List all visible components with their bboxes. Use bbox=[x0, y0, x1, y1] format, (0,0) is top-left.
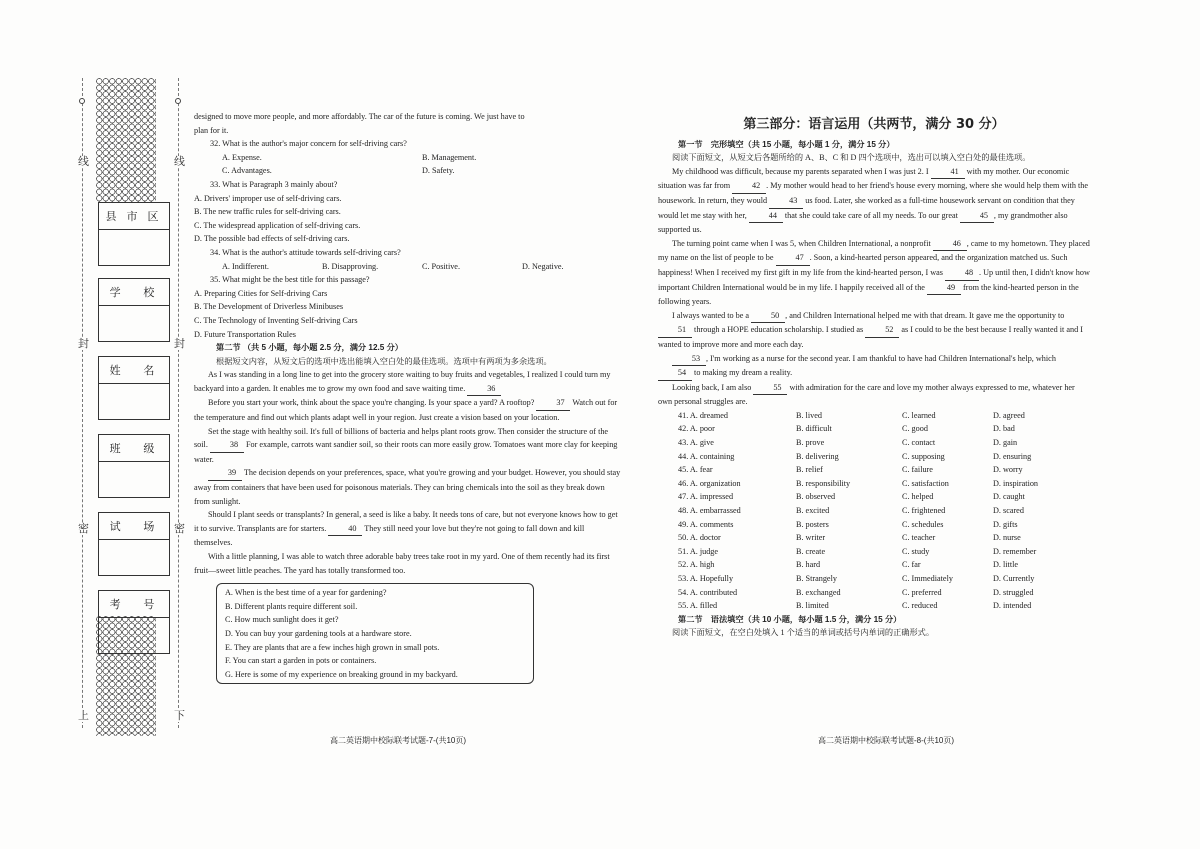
passage-text: , came to my hometown. They placed my name on the list of people to be bbox=[658, 238, 1090, 263]
option: C. The Technology of Inventing Self-driving Cars bbox=[194, 315, 358, 325]
info-box-school: 学 校 bbox=[98, 278, 170, 342]
hole-mark bbox=[175, 98, 181, 104]
answer-blank: 53 bbox=[672, 352, 706, 367]
choice-option: 48. A. embarrassed bbox=[678, 506, 741, 516]
passage-text: , and Children International helped me with that dream. It gave me the opportunity to bbox=[785, 310, 1065, 320]
choice-option: 44. A. containing bbox=[678, 451, 735, 461]
choice-option: D. intended bbox=[993, 601, 1032, 611]
option: B. Management. bbox=[422, 152, 477, 162]
choice-option: C. teacher bbox=[902, 533, 936, 543]
answer-blank: 44 bbox=[749, 209, 783, 224]
choice-option: B. relief bbox=[796, 465, 823, 475]
seal-mark: 上 bbox=[78, 710, 89, 722]
section-instruction: 阅读下面短文，在空白处填入 1 个适当的单词或括号内单词的正确形式。 bbox=[672, 628, 935, 638]
info-box-room: 试 场 bbox=[98, 512, 170, 576]
passage-text: With a little planning, I was able to watch three adorable baby trees take root in my yard. One of them recently had its first fruit—sweet little peaches. The yard has totally transformed too. bbox=[194, 552, 610, 575]
option: D. Safety. bbox=[422, 166, 455, 176]
passage-text: The decision depends on your preferences, space, what you're growing and your budget. However, you should stay away from containers that have been used for poisonous materials. They can bring chemicals into the soil as they break down from sunlight. bbox=[194, 468, 621, 506]
answer-blank: 47 bbox=[776, 251, 810, 266]
choice-option: 42. A. poor bbox=[678, 424, 715, 434]
cloze-paragraph bbox=[658, 381, 1090, 409]
option: B. The Development of Driverless Minibuses bbox=[194, 302, 344, 312]
seal-mark: 密 bbox=[174, 523, 185, 535]
choice-option: D. worry bbox=[993, 465, 1023, 475]
answer-blank: 37 bbox=[536, 396, 570, 411]
choice-option: B. exchanged bbox=[796, 587, 841, 597]
choice-option: 53. A. Hopefully bbox=[678, 574, 734, 583]
passage-paragraph bbox=[194, 466, 622, 508]
cut-line-right bbox=[178, 78, 179, 728]
choice-option: D. nurse bbox=[993, 533, 1021, 543]
choice-option: B. posters bbox=[796, 519, 829, 529]
choice-option: D. bad bbox=[993, 424, 1015, 434]
passage-paragraph bbox=[194, 425, 622, 467]
cut-line-left bbox=[82, 78, 83, 728]
choice-option: 45. A. fear bbox=[678, 465, 713, 475]
choice-option: C. helped bbox=[902, 492, 934, 502]
passage-text: My childhood was difficult, because my parents separated when I was just 2. I bbox=[672, 166, 931, 176]
answer-blank: 39 bbox=[208, 466, 242, 481]
passage-text: as I could to be the best because I really wanted it and I wanted to improve more and more each day. bbox=[658, 325, 1083, 349]
choice-option: B. observed bbox=[796, 492, 836, 502]
info-box-class: 班 级 bbox=[98, 434, 170, 498]
box-option: B. Different plants require different soil. bbox=[225, 601, 358, 611]
passage-text: . Up until then, I didn't know how important Children International would be in my life. I happily received all of the bbox=[658, 267, 1090, 292]
page-footer: 高二英语期中校际联考试题-8-(共10页) bbox=[818, 736, 955, 745]
option: C. Positive. bbox=[422, 261, 460, 271]
choice-option: 46. A. organization bbox=[678, 478, 741, 488]
choice-option: B. lived bbox=[796, 410, 822, 420]
page-footer: 高二英语期中校际联考试题-7-(共10页) bbox=[330, 736, 467, 745]
right-column bbox=[658, 118, 1090, 640]
box-option: F. You can start a garden in pots or containers. bbox=[225, 656, 377, 666]
left-column bbox=[194, 110, 622, 684]
cloze-paragraph bbox=[658, 309, 1090, 352]
choice-option: C. learned bbox=[902, 410, 936, 420]
choice-option: D. scared bbox=[993, 506, 1024, 516]
choice-option: B. delivering bbox=[796, 451, 839, 461]
intro-line: plan for it. bbox=[194, 125, 229, 135]
passage-text: , my grandmother also supported us. bbox=[658, 210, 1068, 235]
seal-mark: 线 bbox=[78, 156, 89, 168]
passage-paragraph bbox=[194, 550, 622, 577]
section-instruction: 阅读下面短文，从短文后各题所给的 A、B、C 和 D 四个选项中，选出可以填入空白处的最佳选项。 bbox=[672, 153, 1031, 163]
option-row bbox=[222, 151, 622, 165]
answer-blank: 45 bbox=[960, 209, 994, 224]
option: A. Indifferent. bbox=[222, 261, 269, 271]
answer-blank: 48 bbox=[945, 266, 979, 281]
answer-blank: 55 bbox=[753, 381, 787, 396]
passage-text: They still need your love but they're not going to fall down and kill themselves. bbox=[194, 523, 585, 548]
question-stem: 34. What is the author's attitude towards self-driving cars? bbox=[210, 247, 401, 257]
answer-blank: 49 bbox=[927, 281, 961, 296]
answer-blank: 51 bbox=[658, 323, 692, 338]
choice-option: C. contact bbox=[902, 438, 936, 448]
choice-option: D. caught bbox=[993, 492, 1025, 502]
option: B. Disapproving. bbox=[322, 261, 379, 271]
option: C. Advantages. bbox=[222, 166, 272, 176]
option-row bbox=[222, 260, 622, 274]
section-heading: 第一节 完形填空（共 15 小题，每小题 1 分，满分 15 分） bbox=[678, 139, 895, 149]
choice-option: 41. A. dreamed bbox=[678, 410, 729, 420]
box-option: D. You can buy your gardening tools at a hardware store. bbox=[225, 628, 412, 638]
choice-option: B. Strangely bbox=[796, 574, 837, 583]
choice-option: 52. A. high bbox=[678, 560, 715, 570]
option: D. Negative. bbox=[522, 261, 564, 271]
option: D. The possible bad effects of self-driving cars. bbox=[194, 234, 350, 244]
choice-option: D. Currently bbox=[993, 574, 1035, 583]
passage-paragraph bbox=[194, 396, 622, 424]
hole-mark bbox=[79, 98, 85, 104]
info-box-name: 姓 名 bbox=[98, 356, 170, 420]
info-box-district: 县市区 bbox=[98, 202, 170, 266]
answer-blank: 50 bbox=[751, 309, 785, 324]
seal-mark: 封 bbox=[174, 338, 185, 350]
choice-option: B. hard bbox=[796, 560, 821, 570]
choice-option: 49. A. comments bbox=[678, 519, 734, 529]
choice-option: 54. A. contributed bbox=[678, 587, 738, 597]
passage-text: Should I plant seeds or transplants? In general, a seed is like a baby. It needs tons of care, but not everyone knows how to get it to survive. Transplants are for starters. bbox=[194, 510, 618, 533]
passage-text: I always wanted to be a bbox=[672, 310, 752, 320]
choice-option: B. limited bbox=[796, 601, 829, 611]
answer-blank: 40 bbox=[328, 522, 362, 537]
seal-mark: 封 bbox=[78, 338, 89, 350]
question-stem: 33. What is Paragraph 3 mainly about? bbox=[210, 179, 338, 189]
option: B. The new traffic rules for self-driving cars. bbox=[194, 207, 341, 217]
option: A. Preparing Cities for Self-driving Cars bbox=[194, 288, 328, 298]
passage-text: us food. Later, she worked as a full-time housework servant on condition that they would let me stay with her, bbox=[658, 195, 1075, 220]
answer-blank: 43 bbox=[769, 194, 803, 209]
section-heading: 第二节 语法填空（共 10 小题，每小题 1.5 分，满分 15 分） bbox=[678, 614, 902, 624]
passage-text: to making my dream a reality. bbox=[692, 368, 793, 378]
choice-option: B. responsibility bbox=[796, 478, 851, 488]
passage-text: Watch out for the temperature and find out which plants adapt well in your region. Just create a vision based on your location. bbox=[194, 398, 618, 423]
intro-line: designed to move more people, and more affordably. The car of the future is coming. We just have to bbox=[194, 112, 525, 121]
choice-grid bbox=[678, 409, 1090, 613]
section-instruction: 根据短文内容，从短文后的选项中选出能填入空白处的最佳选项。选项中有两项为多余选项。 bbox=[216, 356, 552, 366]
box-option: G. Here is some of my experience on breaking ground in my backyard. bbox=[225, 669, 458, 679]
choice-option: C. reduced bbox=[902, 601, 938, 611]
choice-option: D. ensuring bbox=[993, 451, 1032, 461]
choice-option: B. prove bbox=[796, 438, 825, 448]
seal-mark: 密 bbox=[78, 523, 89, 535]
seal-mark: 线 bbox=[174, 156, 185, 168]
choice-option: C. supposing bbox=[902, 451, 945, 461]
choice-option: B. difficult bbox=[796, 424, 832, 434]
info-box-number: 考 号 bbox=[98, 590, 170, 654]
dot-grid-top bbox=[96, 78, 156, 202]
choice-option: 50. A. doctor bbox=[678, 533, 721, 543]
passage-text: , I'm working as a nurse for the second year. I am thankful to have had Children International's help, which bbox=[706, 353, 1056, 363]
answer-blank: 46 bbox=[933, 237, 967, 252]
cloze-paragraph bbox=[658, 237, 1090, 309]
passage-paragraph bbox=[194, 508, 622, 550]
options-box bbox=[216, 583, 534, 684]
passage-text: As I was standing in a long line to get into the grocery store waiting to buy fruits and vegetables, I realized I could turn my backyard into a garden. It enables me to grow my own food and save waiting time. bbox=[194, 370, 611, 393]
choice-option: D. gifts bbox=[993, 519, 1018, 529]
choice-option: B. excited bbox=[796, 506, 830, 516]
part-title: 第三部分：语言运用（共两节，满分 30 分） bbox=[743, 117, 1005, 132]
answer-blank: 54 bbox=[658, 366, 692, 381]
option: D. Future Transportation Rules bbox=[194, 329, 296, 339]
passage-text: Before you start your work, think about the space you're changing. Is your space a yard? A rooftop? bbox=[208, 398, 535, 408]
passage-text: The turning point came when I was 5, when Children International, a nonprofit bbox=[672, 238, 933, 248]
option: C. The widespread application of self-driving cars. bbox=[194, 220, 361, 230]
section-heading: 第二节 （共 5 小题，每小题 2.5 分，满分 12.5 分） bbox=[216, 343, 403, 353]
passage-text: Looking back, I am also bbox=[672, 382, 754, 392]
answer-blank: 52 bbox=[865, 323, 899, 338]
box-option: C. How much sunlight does it get? bbox=[225, 615, 339, 625]
choice-option: C. satisfaction bbox=[902, 478, 949, 488]
passage-text: with admiration for the care and love my mother always expressed to me, whatever her own personal struggles are. bbox=[658, 382, 1075, 407]
choice-option: C. study bbox=[902, 546, 930, 556]
choice-option: C. preferred bbox=[902, 587, 942, 597]
answer-blank: 42 bbox=[732, 179, 766, 194]
choice-option: 55. A. filled bbox=[678, 601, 718, 611]
passage-text: . My mother would head to her friend's house every morning, where she would help them with the housework. In return, they would bbox=[658, 181, 1088, 205]
passage-text: that she could take care of all my needs. To our great bbox=[782, 210, 960, 220]
passage-paragraph bbox=[194, 368, 622, 396]
choice-option: C. far bbox=[902, 560, 921, 570]
option: A. Expense. bbox=[222, 152, 262, 162]
question-stem: 32. What is the author's major concern for self-driving cars? bbox=[210, 139, 407, 149]
cloze-passage bbox=[658, 165, 1090, 409]
passage-text: For example, carrots want sandier soil, so their roots can more easily grow. Tomatoes want more clay for keeping water. bbox=[194, 440, 618, 464]
cloze-paragraph bbox=[658, 352, 1090, 381]
question-list bbox=[194, 137, 622, 341]
passage-text: from the kind-hearted person in the following years. bbox=[658, 282, 1079, 307]
answer-blank: 38 bbox=[210, 438, 244, 453]
choice-option: 51. A. judge bbox=[678, 546, 719, 556]
cloze-paragraph bbox=[658, 165, 1090, 237]
choice-option: D. remember bbox=[993, 546, 1037, 556]
choice-option: 47. A. impressed bbox=[678, 492, 734, 502]
choice-option: B. writer bbox=[796, 533, 826, 543]
binding-strip bbox=[66, 78, 188, 728]
passage-text: Set the stage with healthy soil. It's full of billions of bacteria and helps plant roots grow. Then consider the structure of the soil. bbox=[194, 426, 609, 450]
choice-option: D. little bbox=[993, 560, 1019, 570]
choice-option: C. frightened bbox=[902, 506, 946, 516]
choice-option: C. schedules bbox=[902, 519, 944, 529]
choice-option: C. good bbox=[902, 424, 928, 434]
option: A. Drivers' improper use of self-driving cars. bbox=[194, 193, 342, 203]
choice-option: D. struggled bbox=[993, 587, 1034, 597]
option-row bbox=[222, 164, 622, 178]
choice-option: D. inspiration bbox=[993, 478, 1039, 488]
passage bbox=[194, 368, 622, 577]
answer-blank: 36 bbox=[467, 382, 501, 397]
choice-option: C. failure bbox=[902, 465, 933, 475]
passage-text: through a HOPE education scholarship. I studied as bbox=[692, 325, 866, 335]
answer-blank: 41 bbox=[931, 165, 965, 180]
seal-mark: 下 bbox=[174, 710, 185, 722]
choice-option: B. create bbox=[796, 546, 826, 556]
question-stem: 35. What might be the best title for this passage? bbox=[210, 275, 370, 285]
passage-text: . Soon, a kind-hearted person appeared, and the organization matched us. Such happiness! When I received my first gift in my life from the kind-hearted person, I was bbox=[658, 253, 1068, 277]
choice-option: 43. A. give bbox=[678, 438, 714, 448]
choice-option: D. agreed bbox=[993, 410, 1025, 420]
choice-option: D. gain bbox=[993, 438, 1018, 448]
choice-option: C. Immediately bbox=[902, 574, 953, 583]
box-option: A. When is the best time of a year for gardening? bbox=[225, 588, 387, 598]
box-option: E. They are plants that are a few inches high grown in small pots. bbox=[225, 642, 440, 652]
passage-text: with my mother. Our economic situation was far from bbox=[658, 166, 1070, 191]
